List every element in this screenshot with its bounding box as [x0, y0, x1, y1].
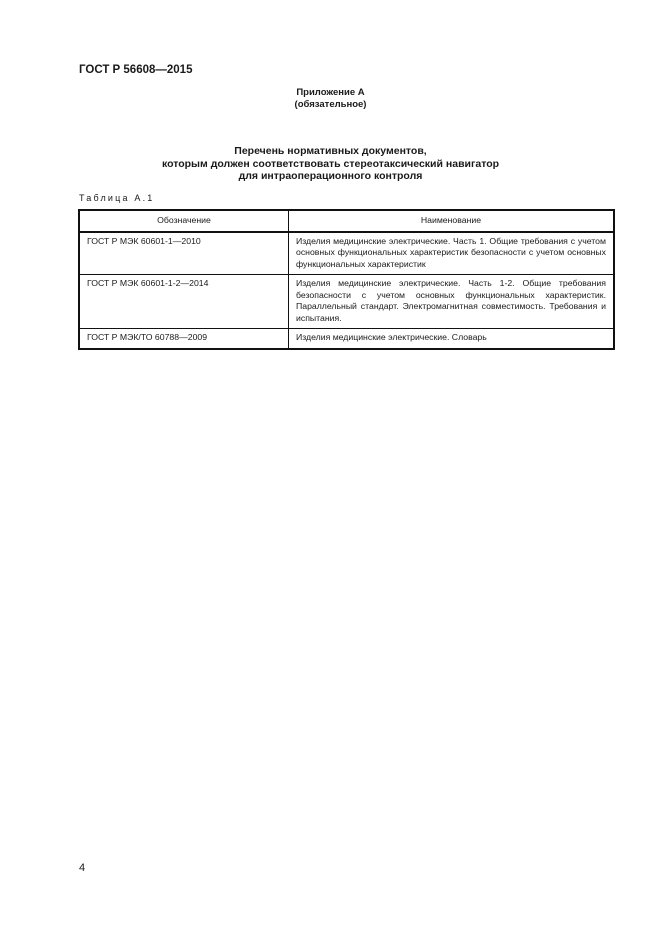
document-header: ГОСТ Р 56608—2015 [79, 64, 193, 76]
title-line: для интраоперационного контроля [238, 170, 423, 182]
name-cell: Изделия медицинские электрические. Часть 1-2. Общие требования безопасности с учетом основных функциональных характеристик. Параллельный стандарт. Электромагнитная совместимость. Требования и испытания. [289, 275, 615, 329]
normative-documents-table [78, 209, 615, 350]
table-row [79, 275, 614, 329]
designation-cell: ГОСТ Р МЭК 60601-1—2010 [79, 232, 289, 275]
table-caption: Таблица А.1 [79, 193, 155, 203]
table-row [79, 329, 614, 349]
appendix-subtitle: (обязательное) [294, 99, 367, 110]
page-number: 4 [79, 862, 86, 874]
title-line: которым должен соответствовать стереотаксический навигатор [161, 157, 500, 170]
column-header-name: Наименование [289, 210, 615, 232]
section-title [0, 145, 661, 183]
table-header-row [79, 210, 614, 232]
title-line: Перечень нормативных документов, [234, 145, 427, 157]
column-header-designation: Обозначение [79, 210, 289, 232]
name-cell: Изделия медицинские электрические. Словарь [289, 329, 615, 349]
appendix-heading [0, 87, 661, 111]
designation-cell: ГОСТ Р МЭК 60601-1-2—2014 [79, 275, 289, 329]
designation-cell: ГОСТ Р МЭК/ТО 60788—2009 [79, 329, 289, 349]
name-cell: Изделия медицинские электрические. Часть 1. Общие требования с учетом основных функциональных характеристик безопасности с учетом основных функциональных характеристик [289, 232, 615, 275]
table-row [79, 232, 614, 275]
appendix-title: Приложение А [296, 87, 365, 98]
